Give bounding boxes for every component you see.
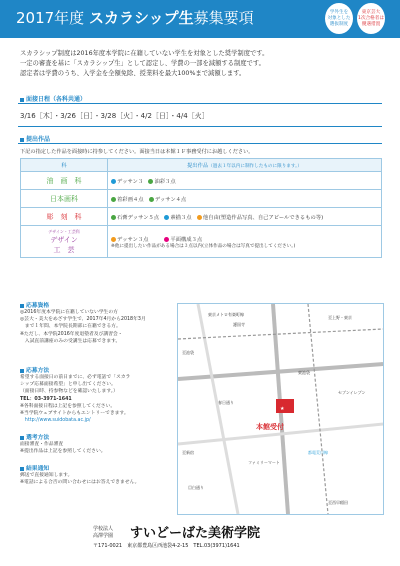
school-name: すいどーばた美術学院 bbox=[130, 526, 261, 541]
footer-org: 学校法人 高澤学園 bbox=[93, 526, 114, 539]
col-items: 提出作品（過去１年以内に制作したものに限ります。） bbox=[108, 159, 382, 172]
map-svg bbox=[178, 304, 383, 514]
svg-text:ファミリーマート: ファミリーマート bbox=[248, 460, 280, 465]
apply-text: ◎2016年度本学院に在籍していない学生の方 ◎芸大・美大をめざす学生で、2017年4月から2018年3月 まで１年間、本学院長期部に在籍できる方。 ※ただし、本学院2016年度退塾者及び講習会・ 入試直前講座のみの受講生は応募できます。 bbox=[20, 310, 146, 344]
page-title bbox=[16, 8, 254, 28]
divider bbox=[18, 103, 382, 104]
method-heading: 応募方法 bbox=[20, 365, 49, 374]
priority-badge: 東京芸大 1次合格者は 優遇措置 bbox=[357, 3, 385, 34]
intro-text: スカラシップ制度は2016年度本学院に在籍していない学生を対象とした奨学制度です。 一定の審査を基に「スカラシップ生」として認定し、学費の一部を減額する制度です。 認定者は学費のうち、入学金を全額免除、授業料を最大100%まで減額します。 bbox=[20, 50, 269, 77]
apply-heading: 応募資格 bbox=[20, 300, 49, 309]
svg-text:至上野・東京: 至上野・東京 bbox=[328, 315, 352, 320]
table-row: 油 画 科 デッサン３ 油彩３点 bbox=[21, 172, 382, 190]
map-reception-label: 本館受付 bbox=[256, 423, 284, 431]
result-text: 郵送で直接通知します。 ※電話による合否の問い合わせにはお答えできません。 bbox=[20, 473, 140, 486]
works-heading: 提出作品 bbox=[20, 134, 50, 143]
interview-dates: 3/16［木］・3/26［日］・3/28［火］・4/2［日］・4/4［火］ bbox=[20, 112, 209, 120]
title-bold: スカラシップ生 bbox=[88, 9, 194, 27]
title-prefix: 2017年度 bbox=[16, 9, 85, 27]
svg-text:春日通り: 春日通り bbox=[218, 400, 234, 405]
target-badge: 学外生を 対象とした 選抜制度 bbox=[325, 3, 353, 34]
col-dept: 科 bbox=[21, 159, 108, 172]
svg-text:目白通り: 目白通り bbox=[188, 485, 204, 490]
map-reception-marker: ★ bbox=[280, 406, 285, 412]
exam-text: 面接審査・作品審査 ※提出作品は上記を参照してください。 bbox=[20, 442, 106, 455]
svg-text:護国寺: 護国寺 bbox=[233, 322, 245, 327]
svg-text:至西早稲田: 至西早稲田 bbox=[328, 500, 348, 505]
svg-text:東池袋: 東池袋 bbox=[298, 370, 310, 375]
access-map bbox=[177, 303, 384, 515]
works-note: 下記の指定した作品を面接時に持参してください。面接当日は本館１Ｆ事務受付にお越しください。 bbox=[20, 149, 254, 155]
interview-heading: 面接日程（各科共通） bbox=[20, 94, 86, 103]
table-row: 日本画科 着彩画４点 デッサン４点 bbox=[21, 190, 382, 208]
table-row: デザイン・工芸科 デザイン 工 芸 デッサン３点 平面構成３点 ※他に提出したい作品がある場合は３点以内(立体作品の場合は写真で提出してください。) bbox=[21, 226, 382, 258]
school-address: 〒171-0021 東京都豊島区西池袋4-2-15 TEL.03(3971)1641 bbox=[93, 543, 240, 549]
table-row: 彫 刻 科 石膏デッサン５点 素描３点 他自由(塑造作品写真、自己アピールできるもの等) bbox=[21, 208, 382, 226]
svg-text:至新宿: 至新宿 bbox=[182, 450, 194, 455]
works-table bbox=[20, 158, 382, 258]
title-suffix: 募集要項 bbox=[193, 9, 254, 27]
table-header-row bbox=[21, 159, 382, 172]
svg-text:セブンイレブン: セブンイレブン bbox=[338, 390, 366, 395]
exam-heading: 選考方法 bbox=[20, 432, 49, 441]
svg-text:東京メトロ有楽町線: 東京メトロ有楽町線 bbox=[208, 312, 244, 317]
divider bbox=[18, 126, 382, 127]
svg-text:都電荒川線: 都電荒川線 bbox=[308, 450, 328, 455]
result-heading: 結果通知 bbox=[20, 463, 49, 472]
method-text: 希望する面接日の前日までに、必ず電話で「スカラ シップ応募面接希望」と申し出てください。 （面接日時、持参物などを確認いたします。） TEL：03-3971-1641 ※各科面接日程は上記を参照してください。 ※当学院ウェブサイトからもエントリーできます。 http://www.suidobata.ac.jp/ bbox=[20, 375, 131, 424]
svg-text:至池袋: 至池袋 bbox=[182, 350, 194, 355]
divider bbox=[18, 143, 382, 144]
header-bar bbox=[0, 0, 400, 38]
